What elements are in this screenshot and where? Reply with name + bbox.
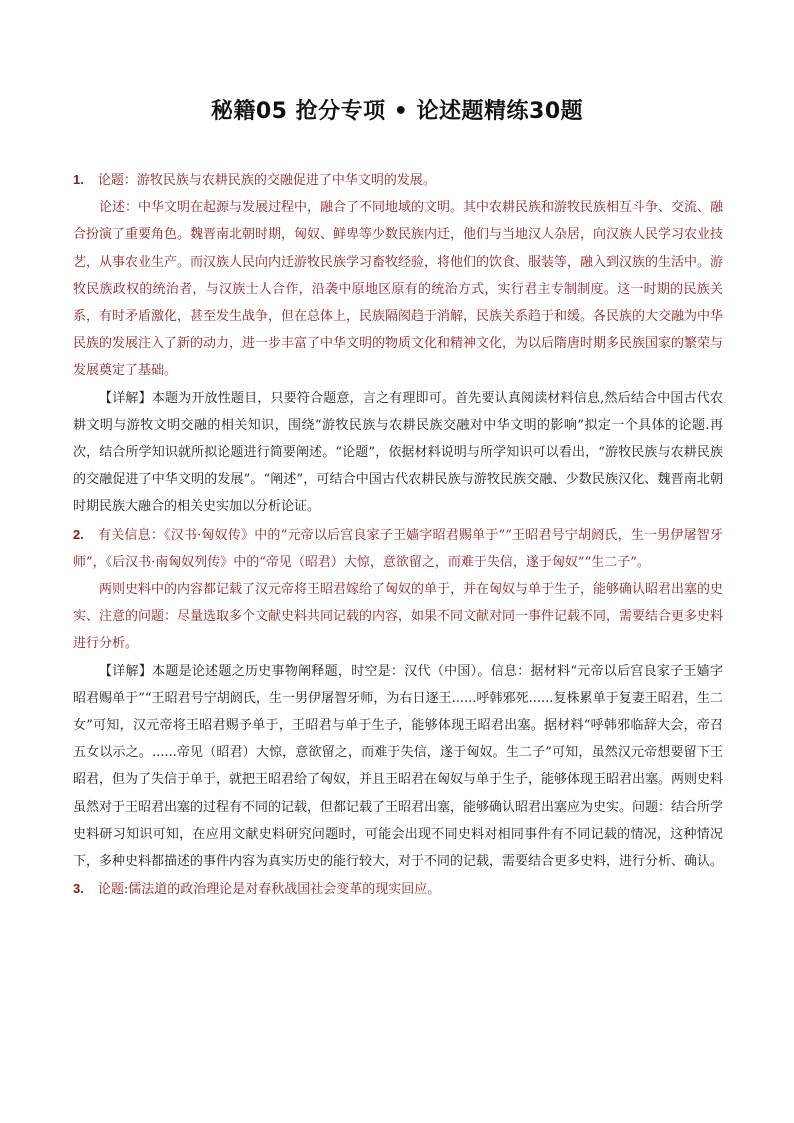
question-text: 有关信息：《汉书·匈奴传》中的“元帝以后宫良家子王嫱字昭君赐单于”“王昭君号宁胡阏氏，生一男伊屠智牙师”，《后汉书·南匈奴列传》中的“帝见（昭君）大惊，意欲留之，而难于失信，遂于匈奴”“生二子”。: [73, 527, 723, 570]
question-number: 2.: [73, 526, 84, 542]
question-2-answer: 两则史料中的内容都记载了汉元帝将王昭君嫁给了匈奴的单于，并在匈奴与单于生子，能够确认昭君出塞的史实、注意的问题：尽量选取多个文献史料共同记载的内容，如果不同文献对同一事件记载不同，需要结合更多史料进行分析。: [73, 582, 724, 652]
document-body: [73, 166, 723, 903]
question-3-prompt: [73, 875, 723, 903]
question-number: 3.: [73, 881, 84, 897]
question-1-detail: 【详解】本题为开放性题目，只要符合题意，言之有理即可。首先要认真阅读材料信息,然后结合中国古代农耕文明与游牧文明交融的相关知识，围绕“游牧民族与农耕民族交融对中华文明的影响”拟定一个具体的论题.再次，结合所学知识就所拟论题进行简要阐述。“论题”，依据材料说明与所学知识可以看出，“游牧民族与农耕民族的交融促进了中华文明的发展”。“阐述”，可结合中国古代农耕民族与游牧民族交融、少数民族汉化、魏晋南北朝时期民族大融合的相关史实加以分析论证。: [73, 390, 723, 515]
question-number: 1.: [73, 172, 84, 187]
question-2-prompt: [73, 521, 723, 576]
question-text: 论题:儒法道的政治理论是对春秋战国社会变革的现实回应。: [97, 882, 441, 898]
question-2-detail: 【详解】本题是论述题之历史事物阐释题，时空是：汉代（中国）。信息：据材料“元帝以后宫良家子王嫱字昭君赐单于”“王昭君号宁胡阏氏，生一男伊屠智牙师，为右日逐王......呼韩邪死......复株累单于复妻王昭君，生二女”可知，汉元帝将王昭君赐予单于，王昭君与单于生子，能够体现王昭君出塞。据材料“呼韩邪临辞大会，帝召五女以示之。......帝见（昭君）大惊，意欲留之，而难于失信，遂于匈奴。生二子”可知，虽然汉元帝想要留下王昭君，但为了失信于单于，就把王昭君给了匈奴，并且王昭君在匈奴与单于生子，能够体现王昭君出塞。两则史料虽然对于王昭君出塞的过程有不同的记载，但都记载了王昭君出塞，能够确认昭君出塞应为史实。问题：结合所学史料研习知识可知，在应用文献史料研究问题时，可能会出现不同史料对相同事件有不同记载的情况，这种情况下，多种史料都描述的事件内容为真实历史的能行较大，对于不同的记载，需要结合更多史料，进行分析、确认。: [73, 663, 724, 870]
page-title: 秘籍05 抢分专项 • 论述题精练30题: [210, 99, 584, 124]
question-1-argument: 论述：中华文明在起源与发展过程中，融合了不同地域的文明。其中农耕民族和游牧民族相互斗争、交流、融合扮演了重要角色。魏晋南北朝时期，匈奴、鲜卑等少数民族内迁，他们与当地汉人杂居，向汉族人民学习农业技艺，从事农业生产。而汉族人民向内迁游牧民族学习畜牧经验，将他们的饮食、服装等，融入到汉族的生活中。游牧民族政权的统治者，与汉族士人合作，沿袭中原地区原有的统治方式，实行君主专制制度。这一时期的民族关系，有时矛盾激化，甚至发生战争，但在总体上，民族隔阂趋于消解，民族关系趋于和缓。各民族的大交融为中华民族的发展注入了新的动力，进一步丰富了中华文明的物质文化和精神文化，为以后隋唐时期多民族国家的繁荣与发展奠定了基础。: [73, 200, 724, 379]
question-1-prompt: [73, 166, 723, 194]
question-text: 论题：游牧民族与农耕民族的交融促进了中华文明的发展。: [97, 173, 436, 188]
